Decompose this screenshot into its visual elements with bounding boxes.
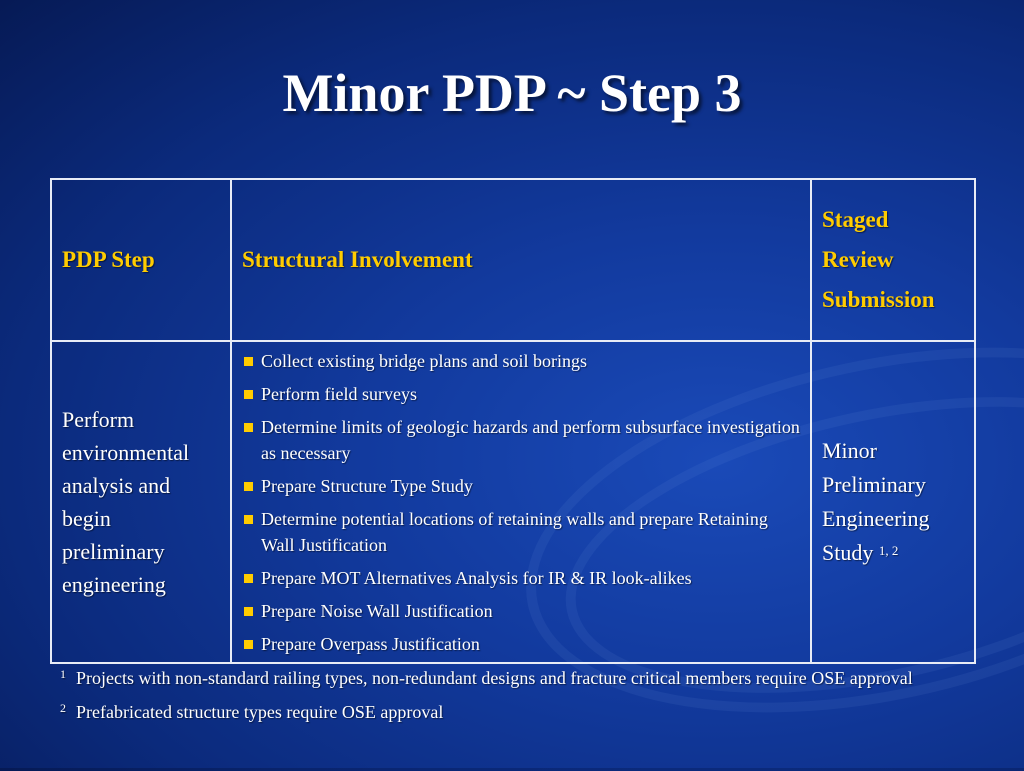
footnote-item — [60, 702, 960, 722]
list-item — [242, 598, 800, 624]
list-item — [242, 506, 800, 558]
square-bullet-icon — [244, 390, 253, 399]
square-bullet-icon — [244, 423, 253, 432]
step-line: analysis and — [62, 473, 171, 498]
footnote-item — [60, 668, 960, 688]
list-item — [242, 348, 800, 374]
header-pdp-step: PDP Step — [51, 179, 231, 341]
square-bullet-icon — [244, 574, 253, 583]
list-item-text: Prepare Noise Wall Justification — [261, 601, 493, 621]
list-item-text: Prepare MOT Alternatives Analysis for IR & IR look-alikes — [261, 568, 692, 588]
square-bullet-icon — [244, 515, 253, 524]
square-bullet-icon — [244, 640, 253, 649]
slide-title: Minor PDP ~ Step 3 — [282, 63, 742, 123]
header-review-line: Submission — [822, 287, 935, 312]
header-review-line: Staged — [822, 207, 889, 232]
square-bullet-icon — [244, 357, 253, 366]
step-line: engineering — [62, 572, 166, 597]
list-item-text: Determine limits of geologic hazards and perform subsurface investigation as necessary — [261, 417, 800, 463]
footnote-ref: 1, 2 — [878, 543, 899, 558]
list-item-text: Prepare Overpass Justification — [261, 634, 480, 654]
square-bullet-icon — [244, 482, 253, 491]
pdp-table — [50, 178, 976, 664]
footnotes — [60, 668, 960, 736]
step-line: preliminary — [62, 539, 165, 564]
square-bullet-icon — [244, 607, 253, 616]
footnote-text: Prefabricated structure types require OSE approval — [76, 702, 444, 722]
review-line: Minor — [822, 438, 877, 463]
list-item-text: Collect existing bridge plans and soil borings — [261, 351, 587, 371]
table-row — [51, 341, 975, 663]
structural-involvement-cell — [231, 341, 811, 663]
staged-review-cell — [811, 341, 975, 663]
review-line: Preliminary — [822, 472, 926, 497]
list-item-text: Perform field surveys — [261, 384, 417, 404]
header-structural-involvement: Structural Involvement — [231, 179, 811, 341]
step-line: Perform — [62, 407, 135, 432]
step-line: environmental — [62, 440, 190, 465]
list-item — [242, 565, 800, 591]
pdp-step-cell — [51, 341, 231, 663]
list-item — [242, 414, 800, 466]
list-item-text: Prepare Structure Type Study — [261, 476, 473, 496]
footnote-marker: 1 — [60, 667, 66, 681]
review-line: Engineering — [822, 506, 930, 531]
review-line: Study — [822, 540, 874, 565]
step-line: begin — [62, 506, 111, 531]
list-item-text: Determine potential locations of retaining walls and prepare Retaining Wall Justification — [261, 509, 768, 555]
list-item — [242, 473, 800, 499]
footnote-marker: 2 — [60, 701, 66, 715]
list-item — [242, 631, 800, 657]
footnote-text: Projects with non-standard railing types, non-redundant designs and fracture critical members require OSE approval — [76, 668, 913, 688]
review-line-last — [822, 536, 964, 570]
list-item — [242, 381, 800, 407]
table-header-row — [51, 179, 975, 341]
header-review-line: Review — [822, 247, 894, 272]
header-staged-review-submission — [811, 179, 975, 341]
involvement-list — [242, 348, 800, 657]
